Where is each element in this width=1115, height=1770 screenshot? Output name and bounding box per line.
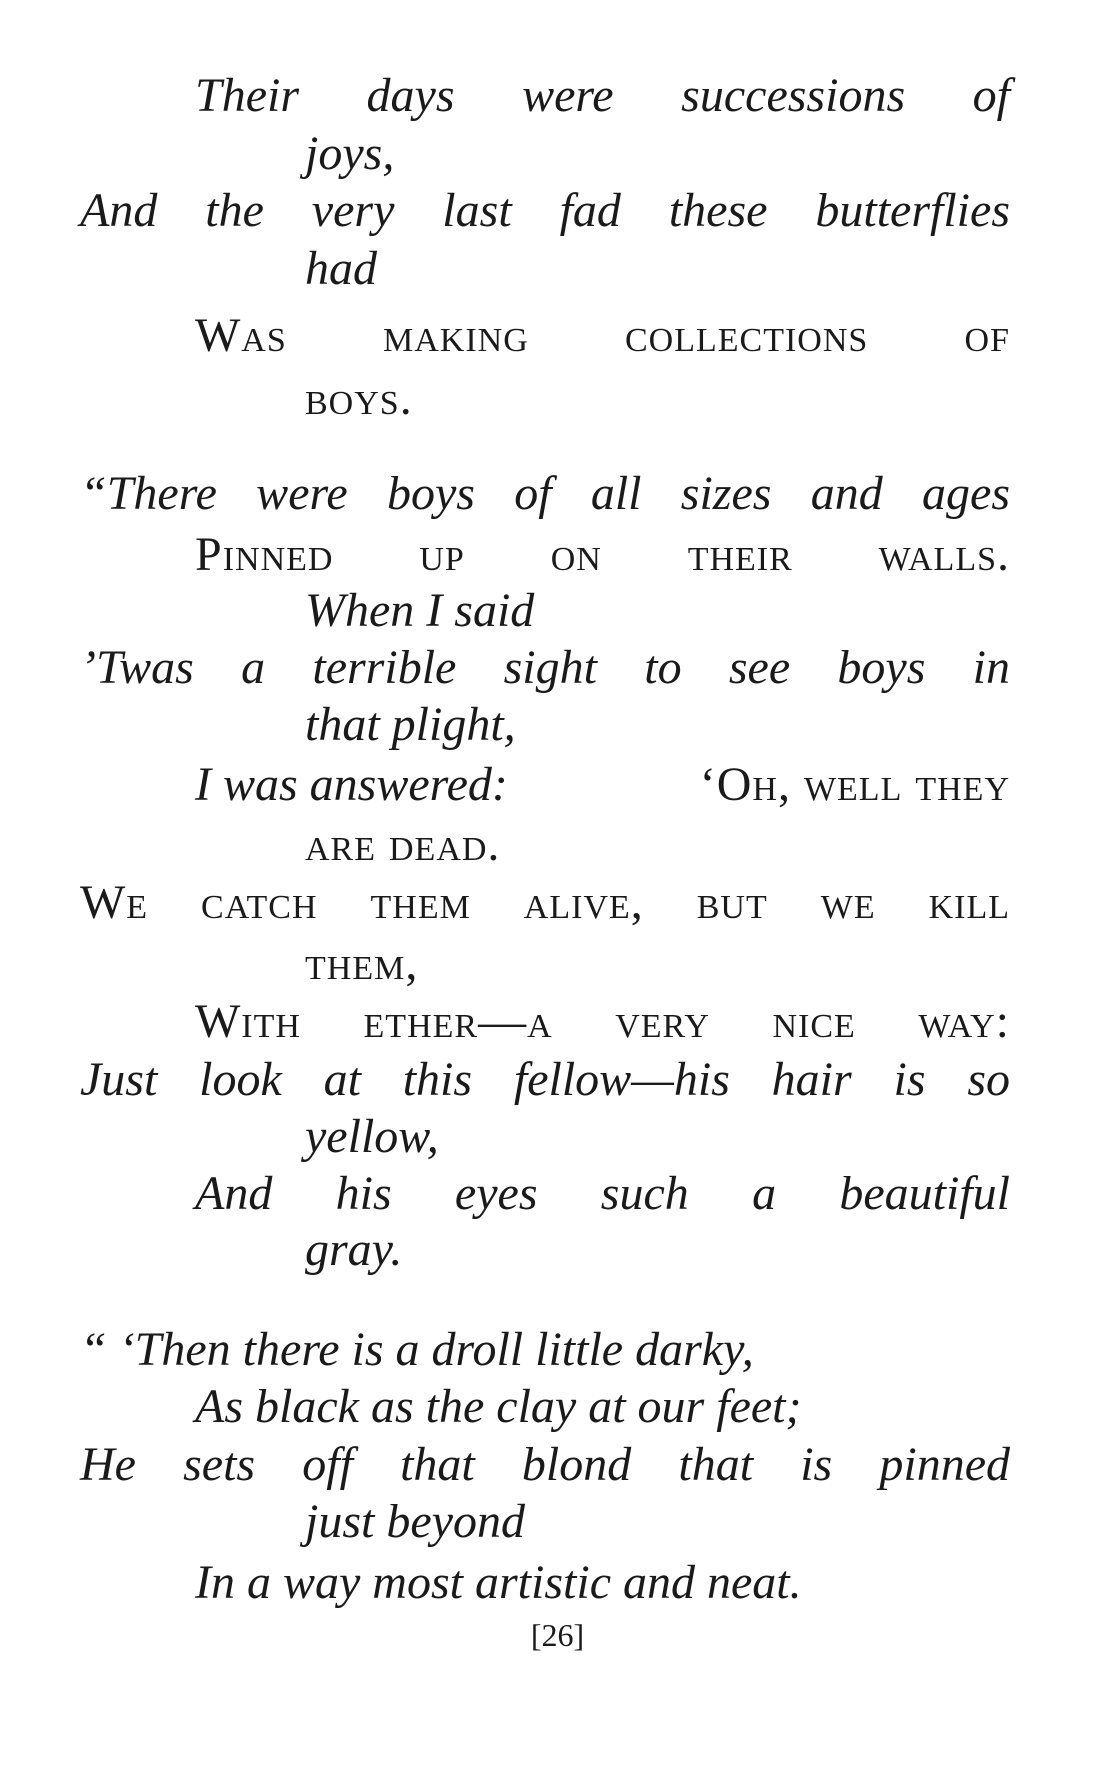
poem-line: Just look at this fellow—his hair is so bbox=[80, 1053, 1010, 1106]
poem-line: Was making collections of bbox=[195, 309, 1010, 362]
poem-line: Their days were successions of bbox=[195, 69, 1010, 122]
poem-line: gray. bbox=[305, 1223, 403, 1276]
poem-line: Pinned up on their walls. bbox=[195, 528, 1010, 581]
poem-line: ‘Oh, well they bbox=[699, 758, 1010, 811]
poem-line: are dead. bbox=[305, 818, 501, 871]
poem-line: In a way most artistic and neat. bbox=[195, 1556, 802, 1609]
poem-line: With ether—a very nice way: bbox=[195, 995, 1010, 1048]
poem-line: He sets off that blond that is pinned bbox=[80, 1438, 1010, 1491]
poem-line: I was answered: bbox=[195, 758, 508, 811]
poem-line: “There were boys of all sizes and ages bbox=[80, 467, 1010, 520]
poem-line: We catch them alive, but we kill bbox=[80, 876, 1010, 929]
poem-line: had bbox=[305, 242, 377, 295]
poem-line: ’Twas a terrible sight to see boys in bbox=[80, 641, 1010, 694]
poem-line: just beyond bbox=[305, 1495, 525, 1548]
poem-line: boys. bbox=[305, 372, 413, 425]
poem-line: that plight, bbox=[305, 698, 516, 751]
poem-line: joys, bbox=[305, 127, 395, 180]
poem-line: “ ‘Then there is a droll little darky, bbox=[80, 1323, 754, 1376]
poem-line: And the very last fad these butterflies bbox=[80, 184, 1010, 237]
poem-line: As black as the clay at our feet; bbox=[195, 1380, 802, 1433]
poem-line: yellow, bbox=[305, 1110, 439, 1163]
poem-line: When I said bbox=[305, 584, 535, 637]
page-number: [26] bbox=[530, 1617, 585, 1653]
poem-line: And his eyes such a beautiful bbox=[195, 1167, 1010, 1220]
poem-line: them, bbox=[305, 937, 419, 990]
